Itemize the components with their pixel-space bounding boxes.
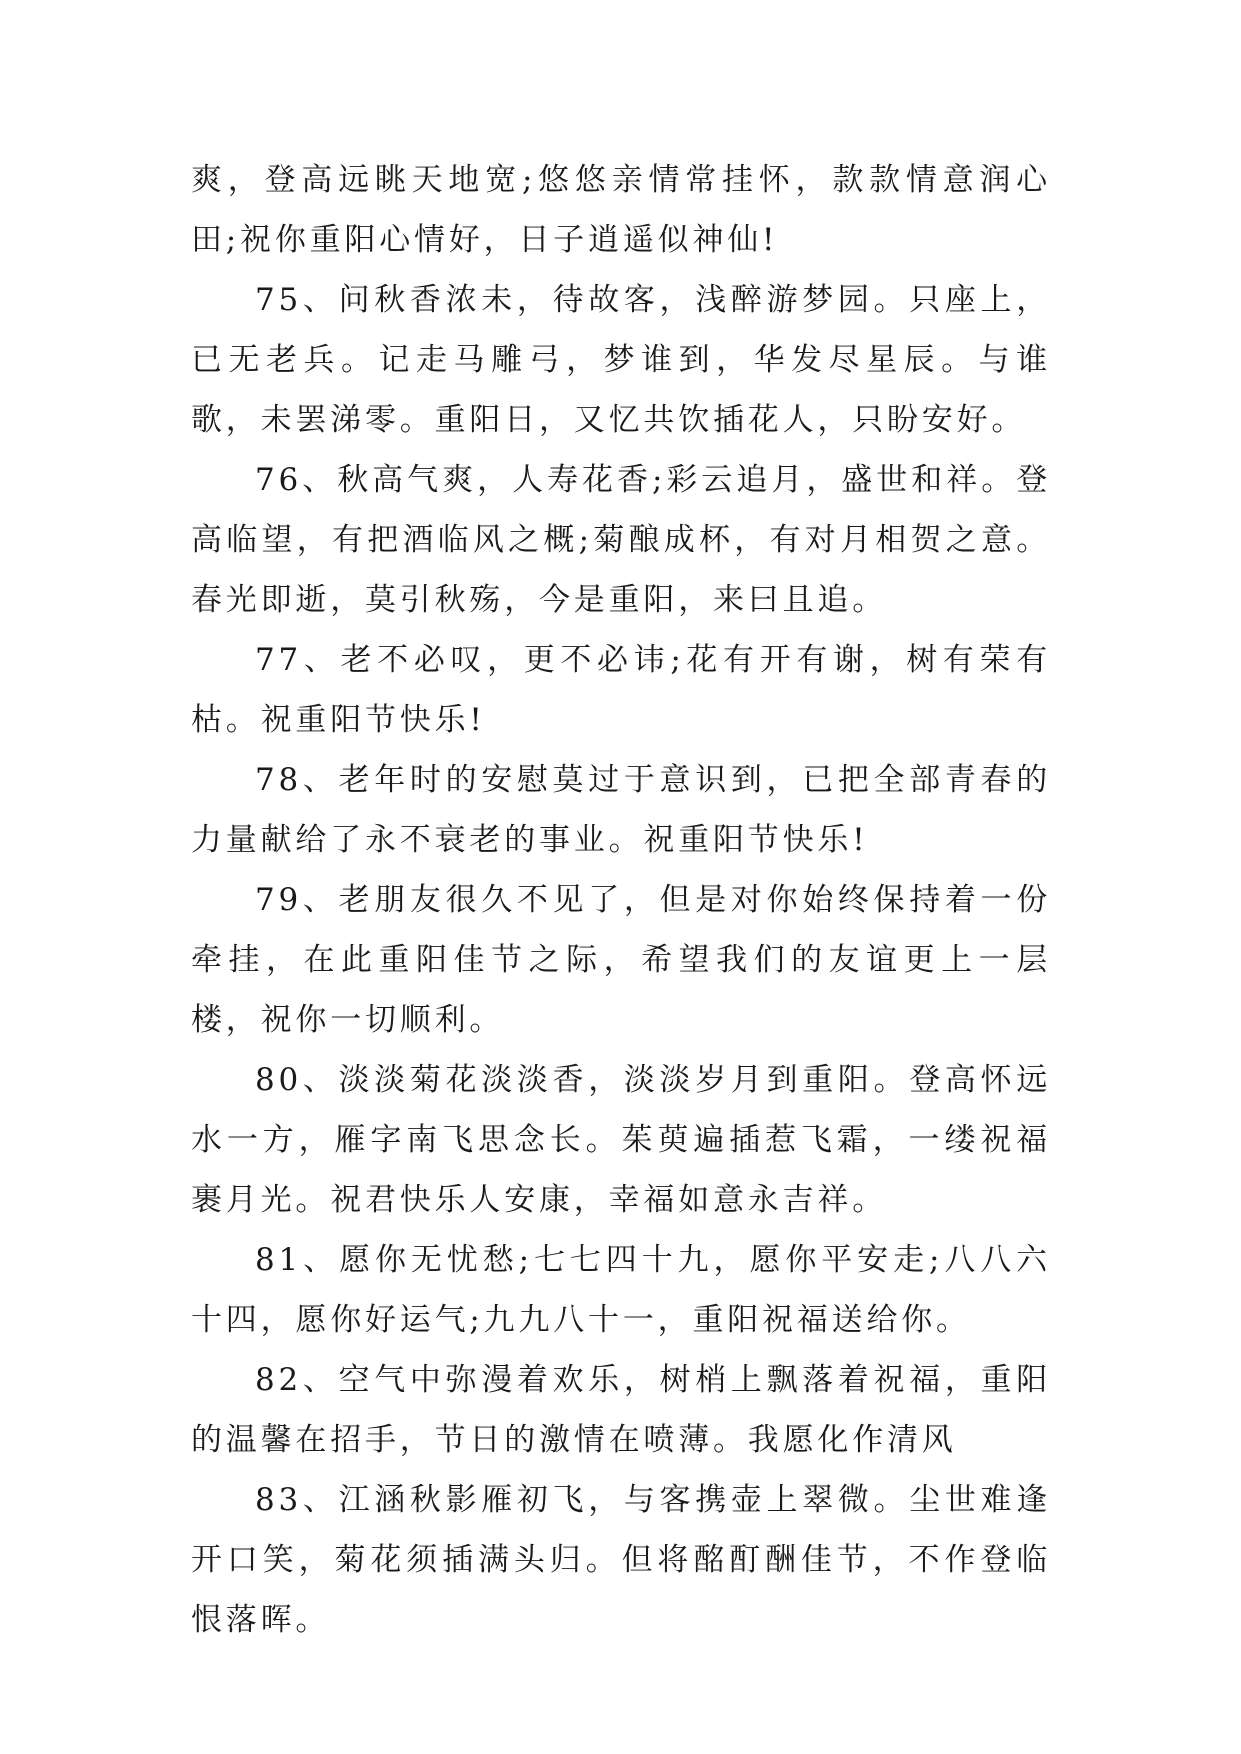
paragraph-79: 79、老朋友很久不见了，但是对你始终保持着一份牵挂，在此重阳佳节之际，希望我们的友谊更上一层楼，祝你一切顺利。: [191, 882, 1051, 1038]
paragraph-continued: 爽，登高远眺天地宽;悠悠亲情常挂怀，款款情意润心田;祝你重阳心情好，日子逍遥似神仙!: [191, 162, 1051, 258]
paragraph-76: 76、秋高气爽，人寿花香;彩云追月，盛世和祥。登高临望，有把酒临风之概;菊酿成杯，有对月相贺之意。春光即逝，莫引秋殇，今是重阳，来曰且追。: [191, 462, 1051, 618]
document-page: [191, 150, 1051, 1650]
paragraph-83: 83、江涵秋影雁初飞，与客携壶上翠微。尘世难逢开口笑，菊花须插满头归。但将酩酊酬佳节，不作登临恨落晖。: [191, 1482, 1051, 1638]
paragraph-78: 78、老年时的安慰莫过于意识到，已把全部青春的力量献给了永不衰老的事业。祝重阳节快乐!: [191, 762, 1051, 858]
paragraph-80: 80、淡淡菊花淡淡香，淡淡岁月到重阳。登高怀远水一方，雁字南飞思念长。茱萸遍插惹飞霜，一缕祝福裹月光。祝君快乐人安康，幸福如意永吉祥。: [191, 1062, 1051, 1218]
paragraph-81: 81、愿你无忧愁;七七四十九，愿你平安走;八八六十四，愿你好运气;九九八十一，重阳祝福送给你。: [191, 1242, 1051, 1338]
paragraph-82: 82、空气中弥漫着欢乐，树梢上飘落着祝福，重阳的温馨在招手，节日的激情在喷薄。我愿化作清风: [191, 1362, 1051, 1458]
paragraph-75: 75、问秋香浓未，待故客，浅醉游梦园。只座上，已无老兵。记走马雕弓，梦谁到，华发尽星辰。与谁歌，未罢涕零。重阳日，又忆共饮插花人，只盼安好。: [191, 282, 1051, 438]
paragraph-77: 77、老不必叹，更不必讳;花有开有谢，树有荣有枯。祝重阳节快乐!: [191, 642, 1051, 738]
